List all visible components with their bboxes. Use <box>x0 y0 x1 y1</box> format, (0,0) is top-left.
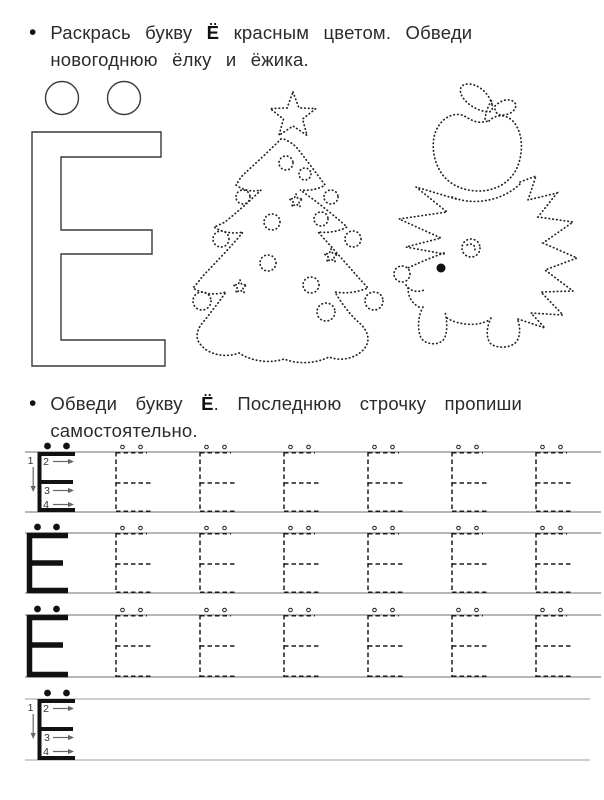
hedgehog-ear <box>462 239 480 257</box>
model-letter <box>28 443 75 512</box>
tree-ball <box>260 255 276 271</box>
tree-small-star <box>324 249 337 262</box>
tree-hanging-ball <box>324 190 338 204</box>
trace-yo-dot[interactable] <box>205 445 209 449</box>
trace-yo-dot[interactable] <box>289 526 293 530</box>
trace-letter[interactable] <box>116 608 152 677</box>
trace-yo-dot[interactable] <box>541 608 545 612</box>
trace-yo-dot[interactable] <box>475 526 479 530</box>
trace-yo-dot[interactable] <box>373 526 377 530</box>
apple-leaf <box>495 100 516 115</box>
hedgehog-right-spikes <box>518 176 577 328</box>
trace-yo-dot[interactable] <box>559 445 563 449</box>
instr1-line1-pre: Раскрась букву <box>50 22 207 43</box>
trace-yo-dot[interactable] <box>391 526 395 530</box>
hedgehog-back-under-apple <box>452 184 520 201</box>
arrowhead-icon <box>68 735 74 740</box>
tree-ball <box>303 277 319 293</box>
trace-yo-dot[interactable] <box>121 526 125 530</box>
trace-letter-dashes[interactable] <box>536 615 572 677</box>
stroke-number: 4 <box>43 499 49 511</box>
trace-yo-dot[interactable] <box>289 445 293 449</box>
trace-yo-dot[interactable] <box>475 445 479 449</box>
model-yo-dot <box>63 690 70 697</box>
row-3 <box>25 606 601 677</box>
trace-letter[interactable] <box>284 526 320 593</box>
coloring-letter-yo[interactable] <box>32 82 165 367</box>
hedgehog-ear-curl <box>467 244 475 252</box>
trace-yo-dot[interactable] <box>391 608 395 612</box>
arrowhead-icon <box>68 459 74 464</box>
trace-yo-dot[interactable] <box>373 445 377 449</box>
trace-yo-dot[interactable] <box>457 608 461 612</box>
trace-letter-dashes[interactable] <box>116 533 152 593</box>
bullet-icon: • <box>29 392 37 415</box>
tree-ball <box>314 212 328 226</box>
trace-yo-dot[interactable] <box>139 526 143 530</box>
apple-stem <box>485 100 492 119</box>
christmas-tree-outline[interactable] <box>193 92 383 363</box>
trace-yo-dot[interactable] <box>205 526 209 530</box>
trace-yo-dot[interactable] <box>223 608 227 612</box>
hedgehog-front-leg <box>419 307 447 344</box>
model-letter <box>28 690 75 760</box>
trace-letter-dashes[interactable] <box>536 452 572 512</box>
trace-letter[interactable] <box>452 526 488 593</box>
tree-hanging-ball <box>345 231 361 247</box>
arrowhead-icon <box>68 488 74 493</box>
model-letter-strokes <box>28 615 69 677</box>
tree-ball <box>317 303 335 321</box>
trace-letter-dashes[interactable] <box>284 452 320 512</box>
trace-letter[interactable] <box>368 526 404 593</box>
arrowhead-icon <box>68 502 74 507</box>
row-4 <box>25 690 590 760</box>
bullet-icon: • <box>29 21 37 44</box>
hedgehog-eye <box>437 264 446 273</box>
arrowhead-icon <box>68 749 74 754</box>
stroke-number: 4 <box>43 746 49 758</box>
instr1-line2: новогоднюю ёлку и ёжика. <box>50 48 309 70</box>
trace-letter-dashes[interactable] <box>368 615 404 677</box>
model-letter <box>28 524 69 593</box>
tree-ball <box>264 214 280 230</box>
stroke-number: 1 <box>27 702 34 714</box>
trace-letter[interactable] <box>452 445 488 512</box>
tree-small-star <box>233 280 246 293</box>
tree-hanging-ball <box>365 292 383 310</box>
instr2-line2: самостоятельно. <box>50 419 198 441</box>
trace-yo-dot[interactable] <box>373 608 377 612</box>
instr1-letter-bold: Ё <box>206 22 220 43</box>
trace-letter-dashes[interactable] <box>284 615 320 677</box>
trace-yo-dot[interactable] <box>289 608 293 612</box>
model-letter <box>28 606 69 677</box>
hedgehog-back-leg <box>487 318 519 347</box>
trace-yo-dot[interactable] <box>223 445 227 449</box>
arrowhead-icon <box>31 733 36 739</box>
stroke-number: 1 <box>27 455 34 467</box>
yo-dot-left[interactable] <box>46 82 79 115</box>
trace-yo-dot[interactable] <box>559 526 563 530</box>
stroke-number: 2 <box>43 703 49 715</box>
trace-yo-dot[interactable] <box>307 608 311 612</box>
tree-small-star <box>289 194 302 207</box>
trace-yo-dot[interactable] <box>139 608 143 612</box>
instr2-line1-post: . Последнюю строчку пропиши <box>213 393 523 414</box>
trace-yo-dot[interactable] <box>121 608 125 612</box>
tree-body <box>193 139 368 363</box>
trace-letter[interactable] <box>284 445 320 512</box>
trace-letter-dashes[interactable] <box>452 452 488 512</box>
apple-body <box>433 114 521 191</box>
model-yo-dot <box>44 690 51 697</box>
arrowhead-icon <box>68 706 74 711</box>
instr1-line1-post: красным цветом. Обведи <box>219 22 473 43</box>
trace-yo-dot[interactable] <box>205 608 209 612</box>
trace-letter-dashes[interactable] <box>368 533 404 593</box>
model-yo-dot <box>34 524 41 531</box>
trace-letter-dashes[interactable] <box>368 452 404 512</box>
trace-letter[interactable] <box>368 445 404 512</box>
row-2 <box>25 524 601 593</box>
trace-letter-dashes[interactable] <box>536 533 572 593</box>
trace-letter-dashes[interactable] <box>200 533 236 593</box>
trace-yo-dot[interactable] <box>559 608 563 612</box>
model-yo-dot <box>53 524 60 531</box>
letter-e-outline[interactable] <box>32 132 165 366</box>
trace-yo-dot[interactable] <box>457 445 461 449</box>
trace-letter[interactable] <box>368 608 404 677</box>
instr2-letter-bold: Ё <box>201 393 214 414</box>
model-yo-dot <box>44 443 51 450</box>
trace-letter[interactable] <box>116 445 152 512</box>
trace-letter[interactable] <box>200 526 236 593</box>
row-1 <box>25 443 601 512</box>
tree-top-star <box>270 92 316 135</box>
hedgehog-left-spikes <box>399 187 456 254</box>
hedgehog-with-apple-outline[interactable] <box>394 84 577 347</box>
trace-letter[interactable] <box>536 608 572 677</box>
trace-yo-dot[interactable] <box>307 526 311 530</box>
tree-hanging-ball <box>236 190 250 204</box>
model-letter-strokes <box>28 533 69 593</box>
trace-yo-dot[interactable] <box>457 526 461 530</box>
trace-yo-dot[interactable] <box>121 445 125 449</box>
stroke-number: 2 <box>43 456 49 468</box>
stroke-number: 3 <box>44 485 50 497</box>
trace-yo-dot[interactable] <box>139 445 143 449</box>
trace-yo-dot[interactable] <box>307 445 311 449</box>
trace-letter-dashes[interactable] <box>116 615 152 677</box>
trace-letter-dashes[interactable] <box>200 452 236 512</box>
hedgehog-belly <box>447 318 489 324</box>
trace-yo-dot[interactable] <box>541 445 545 449</box>
trace-letter[interactable] <box>536 526 572 593</box>
trace-letter-dashes[interactable] <box>116 452 152 512</box>
trace-yo-dot[interactable] <box>391 445 395 449</box>
tree-hanging-ball <box>193 292 211 310</box>
hedgehog-nose <box>394 266 410 282</box>
trace-yo-dot[interactable] <box>223 526 227 530</box>
instr2-line1-pre: Обведи букву <box>50 393 202 414</box>
trace-letter[interactable] <box>452 608 488 677</box>
trace-letter[interactable] <box>284 608 320 677</box>
yo-dot-right[interactable] <box>108 82 141 115</box>
trace-letter-dashes[interactable] <box>284 533 320 593</box>
model-yo-dot <box>63 443 70 450</box>
tree-hanging-ball <box>213 231 229 247</box>
trace-letter-dashes[interactable] <box>452 615 488 677</box>
tree-ball <box>299 168 311 180</box>
trace-letter-dashes[interactable] <box>452 533 488 593</box>
trace-letter[interactable] <box>116 526 152 593</box>
trace-letter[interactable] <box>200 445 236 512</box>
tree-ball <box>279 156 293 170</box>
trace-yo-dot[interactable] <box>541 526 545 530</box>
trace-yo-dot[interactable] <box>475 608 479 612</box>
arrowhead-icon <box>31 486 36 492</box>
model-yo-dot <box>53 606 60 613</box>
trace-letter-dashes[interactable] <box>200 615 236 677</box>
trace-letter[interactable] <box>536 445 572 512</box>
trace-letter[interactable] <box>200 608 236 677</box>
model-yo-dot <box>34 606 41 613</box>
stroke-number: 3 <box>44 732 50 744</box>
